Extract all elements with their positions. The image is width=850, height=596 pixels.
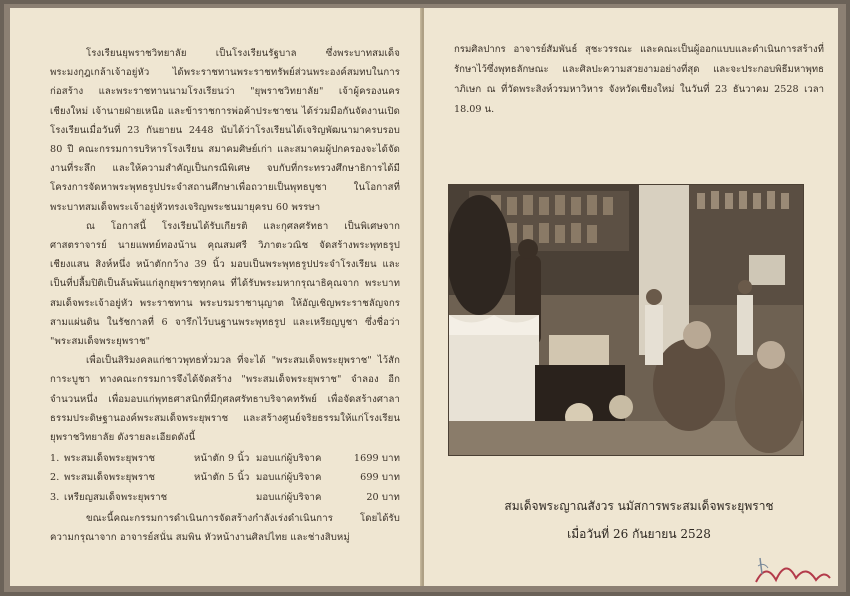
donation-item: พระสมเด็จพระยุพราช <box>64 472 156 484</box>
caption-line-2: เมื่อวันที่ 26 กันยายน 2528 <box>567 527 711 541</box>
donation-amount: 1699 บาท <box>353 453 400 465</box>
watermark-logo-icon <box>746 552 836 592</box>
donation-row <box>50 488 400 507</box>
donation-number: 1. <box>50 453 60 465</box>
left-page <box>10 8 422 586</box>
book-spread <box>4 4 846 592</box>
right-page <box>424 8 838 586</box>
donation-label: มอบแก่ผู้บริจาค <box>256 453 322 465</box>
donation-amount: 699 บาท <box>360 472 400 484</box>
watermark-logo <box>746 552 836 592</box>
donation-list <box>50 449 400 507</box>
caption-line-1: สมเด็จพระญาณสังวร นมัสการพระสมเด็จพระยุพราช <box>504 499 774 513</box>
paragraph-continuation: กรมศิลปากร อาจารย์สัมพันธ์ สุชะวรรณะ และคณะเป็นผู้ออกแบบและดำเนินการสร้างที่รักษาไว้ซึ่งพุทธลักษณะ และศิลปะความสวยงามอย่างที่สุด และจะประกอบพิธีมหาพุทธาภิเษก ณ ที่วัดพระสิงห์วรมหาวิหาร จังหวัดเชียงใหม่ ในวันที่ 23 ธันวาคม 2528 เวลา 18.09 น. <box>454 44 824 115</box>
donation-label: มอบแก่ผู้บริจาค <box>256 472 322 484</box>
paragraph-intro: โรงเรียนยุพราชวิทยาลัย เป็นโรงเรียนรัฐบาล ซึ่งพระบาทสมเด็จพระมงกุฎเกล้าเจ้าอยู่หัว ได้พระราชทานพระราชทรัพย์ส่วนพระองค์สมทบในการก่อสร้าง และพระราชทานนามโรงเรียนว่า "ยุพราชวิทยาลัย" เจ้าผู้ครองนครเชียงใหม่ เจ้านายฝ่ายเหนือ และข้าราชการพ่อค้าประชาชน ได้ร่วมมือกันจัดงานเปิดโรงเรียนเมื่อวันที่ 23 กันยายน 2448 นับได้ว่าโรงเรียนได้เจริญพัฒนามาครบรอบ 80 ปี คณะกรรมการบริหารโรงเรียน สมาคมศิษย์เก่า และสมาคมผู้ปกครองจะได้จัดงานที่ระลึก และให้ความสำคัญเป็นกรณีพิเศษ จบกับที่กระทรวงศึกษาธิการได้มีโครงการจัดหาพระพุทธรูปประจำสถานศึกษาเพื่อถวายเป็นพุทธบูชา ในโอกาสที่พระบาทสมเด็จพระเจ้าอยู่หัวทรงเจริญพระชนมายุครบ 60 พรรษา <box>50 48 400 213</box>
donation-size: หน้าตัก 5 นิ้ว <box>194 472 250 484</box>
ceremony-photo-illustration <box>449 185 803 455</box>
donation-row <box>50 449 400 468</box>
donation-number: 2. <box>50 472 60 484</box>
donation-number: 3. <box>50 491 60 503</box>
donation-item: พระสมเด็จพระยุพราช <box>64 453 156 465</box>
left-page-text <box>50 44 400 547</box>
donation-row <box>50 468 400 487</box>
donation-size: หน้าตัก 9 นิ้ว <box>194 453 250 465</box>
paragraph-closing: ขณะนี้คณะกรรมการดำเนินการจัดสร้างกำลังเร่งดำเนินการ โดยได้รับความกรุณาจาก อาจารย์สนั่น สมพิน หัวหน้างานศิลปไทย และช่างสิบหมู่ <box>50 512 400 544</box>
right-page-text <box>454 40 824 120</box>
donation-amount: 20 บาท <box>366 491 400 503</box>
donation-size <box>194 488 256 507</box>
photo-caption <box>464 492 814 548</box>
donation-item: เหรียญสมเด็จพระยุพราช <box>64 491 168 503</box>
ceremony-photo <box>448 184 804 456</box>
paragraph-donation-intro: เพื่อเป็นสิริมงคลแก่ชาวพุทธทั่วมวล ที่จะได้ "พระสมเด็จพระยุพราช" ไว้สักการะบูชา ทางคณะกรรมการจึงได้จัดสร้าง "พระสมเด็จพระยุพราช" จำลอง อีกจำนวนหนึ่ง เพื่อมอบแก่พุทธศาสนิกที่มีกุศลศรัทธาบริจาคทรัพย์ เพื่อจัดสร้างศาลาธรรมประดิษฐานองค์พระสมเด็จพระยุพราช และสร้างศูนย์จริยธรรมให้แก่โรงเรียนยุพราชวิทยาลัย ดังรายละเอียดดังนี้ <box>50 355 400 444</box>
donation-label: มอบแก่ผู้บริจาค <box>256 491 322 503</box>
paragraph-occasion: ณ โอกาสนี้ โรงเรียนได้รับเกียรติ และกุศลศรัทธา เป็นพิเศษจากศาสตราจารย์ นายแพทย์ทองน้าน คุณสมศรี วิภาตะวณิช จัดสร้างพระพุทธรูปเชียงแสน สิงห์หนึ่ง หน้าตักกว้าง 39 นิ้ว มอบเป็นพระพุทธรูปประจำโรงเรียน และเป็นที่ปลื้มปิติเป็นล้นพ้นแก่ลูกยุพราชทุกคน ที่ได้รับพระมหากรุณาธิคุณจาก พระบาทสมเด็จพระเจ้าอยู่หัว พระราชทาน พระบรมราชานุญาต ให้อัญเชิญพระราชลัญจกรสามแผ่นดิน ในรัชกาลที่ 6 จารึกไว้บนฐานพระพุทธรูป และเหรียญบูชา ซึ่งชื่อว่า "พระสมเด็จพระยุพราช" <box>50 220 400 348</box>
